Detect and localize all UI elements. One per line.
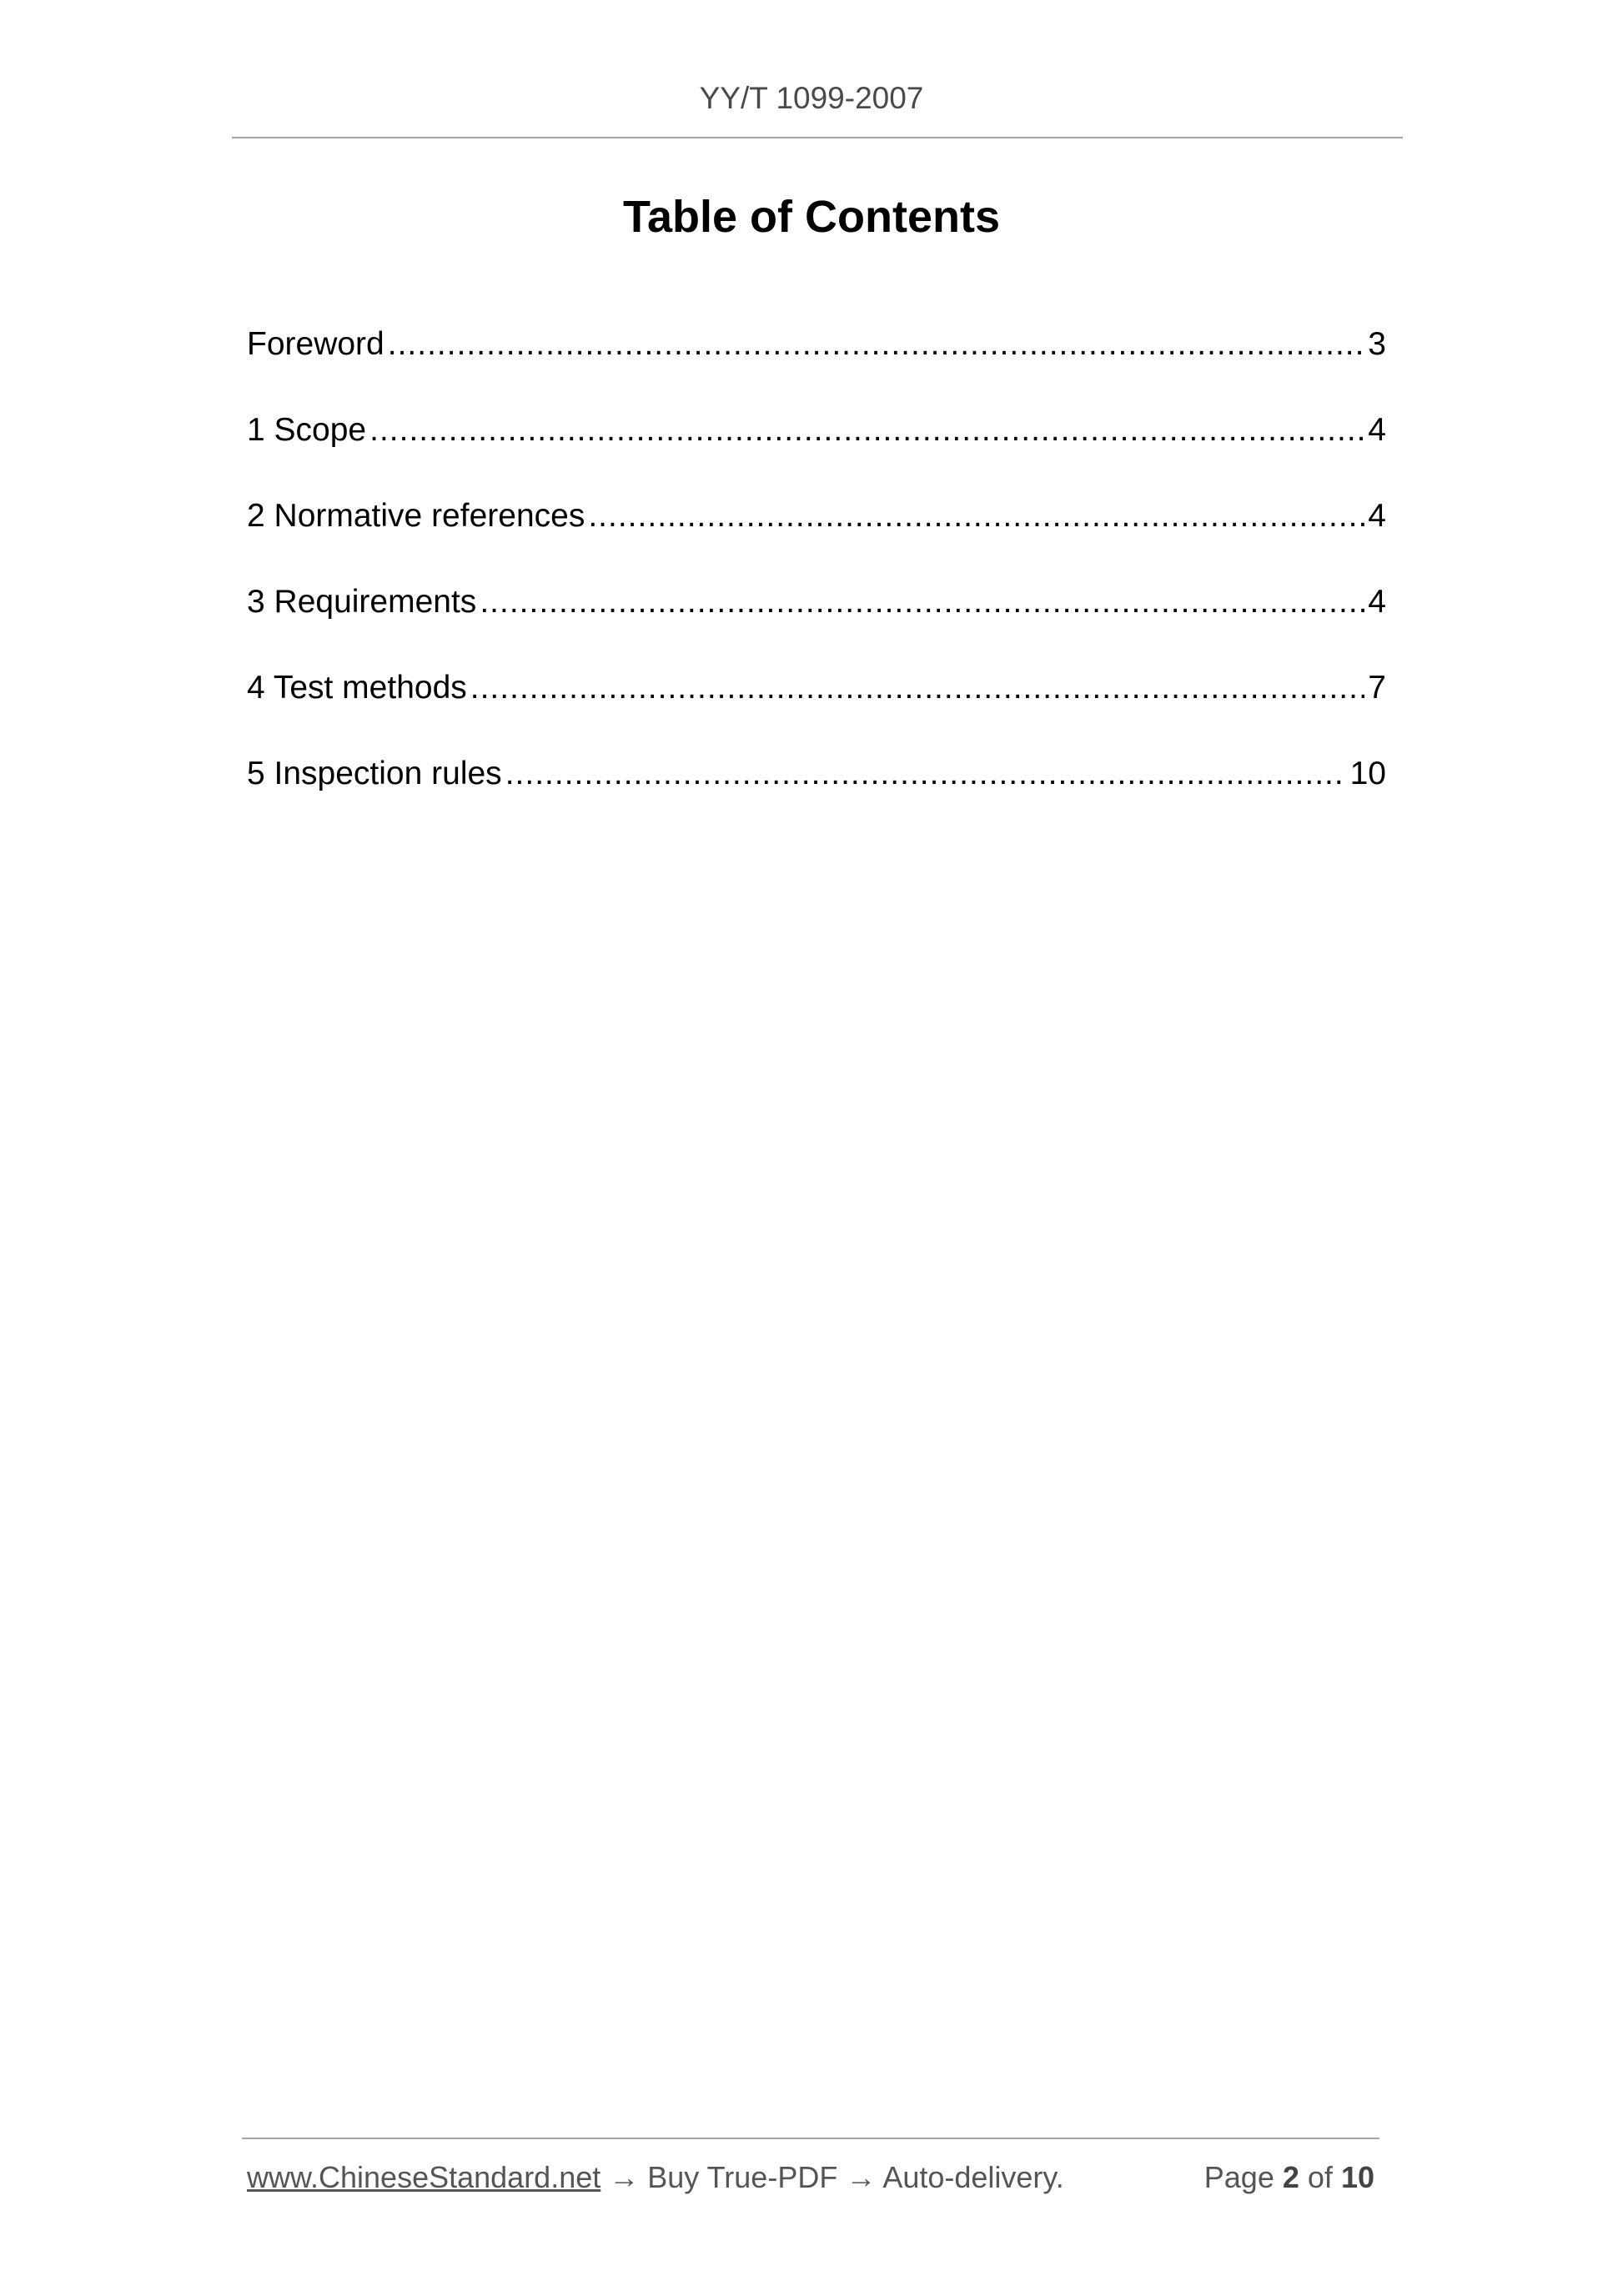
toc-entry-page: 4 — [1368, 584, 1386, 620]
toc-entry-foreword[interactable] — [247, 324, 1386, 409]
current-page-number: 2 — [1282, 2160, 1299, 2194]
of-word: of — [1307, 2160, 1333, 2194]
toc-entry-page: 4 — [1368, 498, 1386, 534]
toc-dot-leader — [388, 324, 1365, 365]
toc-entry-page: 7 — [1368, 670, 1386, 706]
toc-entry-test-methods[interactable] — [247, 667, 1386, 753]
toc-dot-leader — [588, 495, 1364, 537]
toc-entry-label: 1 Scope — [247, 412, 367, 448]
toc-entry-label: 4 Test methods — [247, 670, 467, 706]
toc-dot-leader — [480, 581, 1364, 623]
header-divider — [232, 137, 1403, 138]
toc-dot-leader — [505, 753, 1347, 795]
toc-entry-scope[interactable] — [247, 409, 1386, 495]
toc-entry-label: 2 Normative references — [247, 498, 585, 534]
footer-divider — [242, 2138, 1379, 2139]
toc-dot-leader — [369, 409, 1364, 451]
toc-entry-page: 3 — [1368, 326, 1386, 362]
toc-entry-page: 4 — [1368, 412, 1386, 448]
toc-dot-leader — [470, 667, 1365, 709]
toc-entry-label: 3 Requirements — [247, 584, 477, 620]
toc-entry-label: 5 Inspection rules — [247, 756, 502, 791]
document-code-header: YY/T 1099-2007 — [699, 81, 924, 115]
toc-entry-page: 10 — [1349, 756, 1386, 791]
footer-promo-text: → Buy True-PDF → Auto-delivery. — [600, 2160, 1064, 2194]
toc-entry-normative-references[interactable] — [247, 495, 1386, 581]
page-word: Page — [1203, 2160, 1274, 2194]
toc-entry-requirements[interactable] — [247, 581, 1386, 667]
total-page-count: 10 — [1340, 2160, 1374, 2194]
toc-entry-inspection-rules[interactable] — [247, 753, 1386, 839]
site-link[interactable]: www.ChineseStandard.net — [247, 2160, 601, 2194]
footer-promo — [247, 2158, 1064, 2197]
toc-list — [247, 324, 1386, 839]
page-number — [1204, 2158, 1374, 2197]
toc-heading: Table of Contents — [623, 192, 1000, 242]
toc-entry-label: Foreword — [247, 326, 384, 362]
